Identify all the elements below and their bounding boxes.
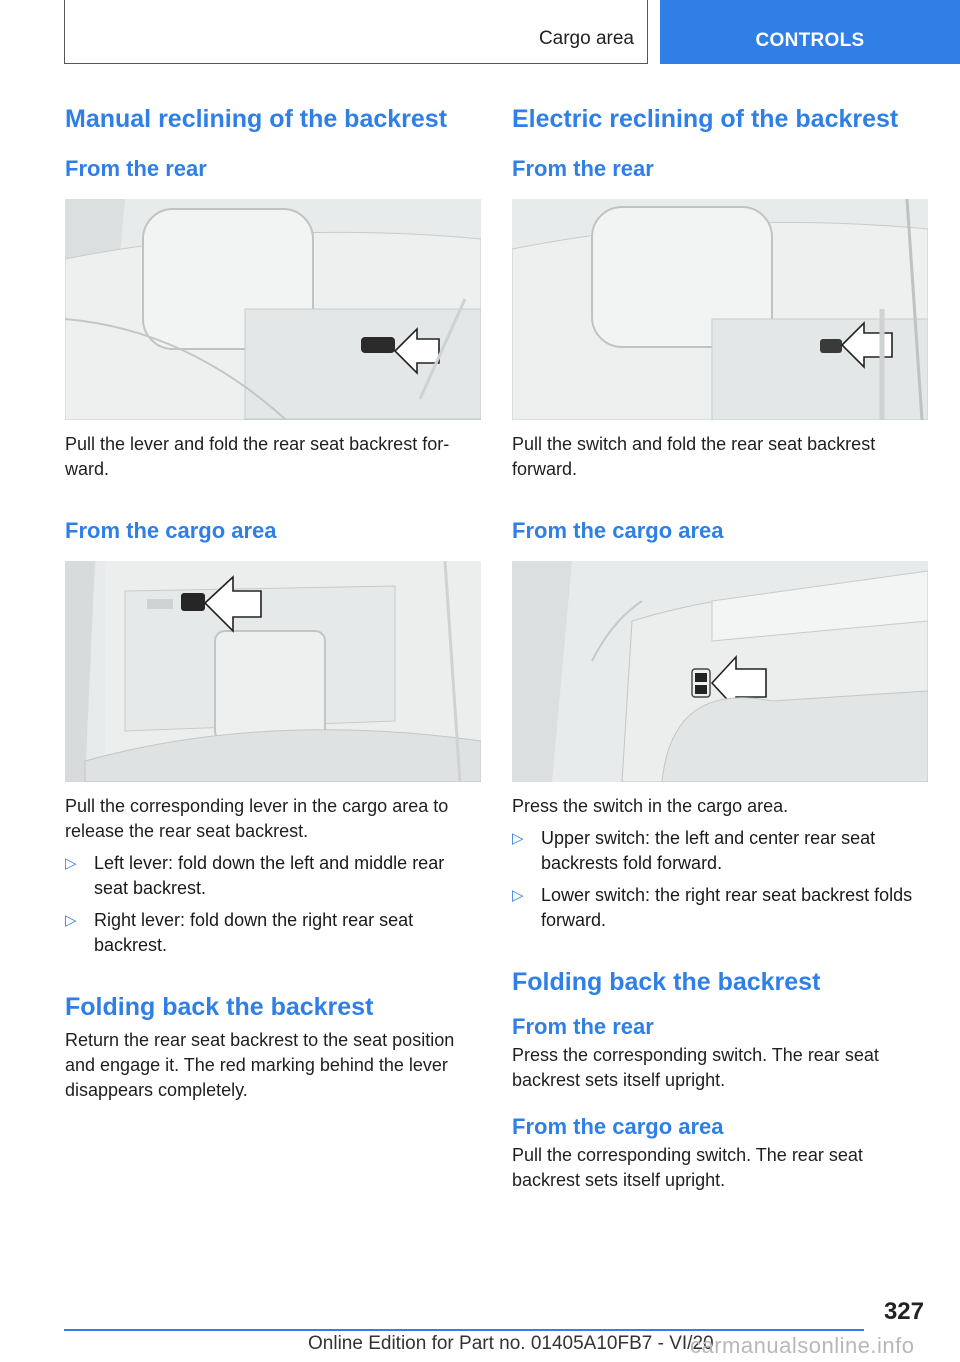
list-item (65, 908, 481, 958)
triangle-bullet-icon: ▷ (512, 887, 524, 904)
list-item-text: Left lever: fold down the left and middle rear seat backrest. (94, 853, 445, 898)
from-rear-subheading: From the rear (512, 1014, 654, 1039)
list-item-text: Upper switch: the left and center rear seat backrests fold forward. (541, 828, 876, 873)
triangle-bullet-icon: ▷ (65, 855, 77, 872)
edition-text: Online Edition for Part no. 01405A10FB7 - VI/20 (308, 1333, 714, 1354)
from-rear-subheading: From the rear (512, 156, 654, 181)
right-column (512, 100, 928, 1193)
left-lever-list (65, 851, 481, 958)
from-cargo-subheading: From the cargo area (512, 518, 724, 543)
chapter-label: CONTROLS (755, 30, 865, 51)
cargo-lever-illustration (65, 561, 481, 782)
page-number: 327 (883, 1298, 924, 1325)
watermark: carmanualsonline.info (690, 1333, 915, 1358)
list-item (512, 883, 928, 933)
rear-switch-illustration (512, 199, 928, 420)
list-item-text: Right lever: fold down the right rear seat backrest. (94, 910, 414, 955)
left-column (65, 100, 481, 1103)
section-title: Cargo area (538, 28, 634, 49)
folding-back-heading: Folding back the backrest (512, 968, 821, 996)
cargo-switch-illustration (512, 561, 928, 782)
cargo-switch-text: Press the switch in the cargo area. (512, 796, 789, 816)
folding-back-text: Return the rear seat backrest to the seat position and engage it. The red marking behind the lever disappears completely. (65, 1030, 455, 1100)
list-item (512, 826, 928, 876)
electric-reclining-heading: Electric reclining of the backrest (512, 105, 899, 133)
triangle-bullet-icon: ▷ (65, 912, 77, 929)
right-switch-list (512, 826, 928, 933)
from-cargo-subheading: From the cargo area (65, 518, 277, 543)
chapter-tab (660, 0, 960, 64)
folding-rear-text: Press the corresponding switch. The rear seat backrest sets itself upright. (512, 1045, 879, 1090)
list-item (65, 851, 481, 901)
folding-back-heading: Folding back the backrest (65, 993, 374, 1021)
footer-rule (64, 1329, 864, 1331)
list-item-text: Lower switch: the right rear seat backrest folds forward. (541, 885, 913, 930)
rear-lever-illustration (65, 199, 481, 420)
cargo-lever-text: Pull the corresponding lever in the cargo area to release the rear seat backrest. (65, 796, 449, 841)
rear-switch-text: Pull the switch and fold the rear seat backrest forward. (512, 434, 876, 479)
folding-cargo-text: Pull the corresponding switch. The rear seat backrest sets itself upright. (512, 1145, 863, 1190)
from-cargo-subheading: From the cargo area (512, 1114, 724, 1139)
manual-reclining-heading: Manual reclining of the backrest (65, 105, 448, 133)
from-rear-subheading: From the rear (65, 156, 207, 181)
triangle-bullet-icon: ▷ (512, 830, 524, 847)
rear-lever-text: Pull the lever and fold the rear seat backrest for‐ward. (65, 434, 450, 479)
